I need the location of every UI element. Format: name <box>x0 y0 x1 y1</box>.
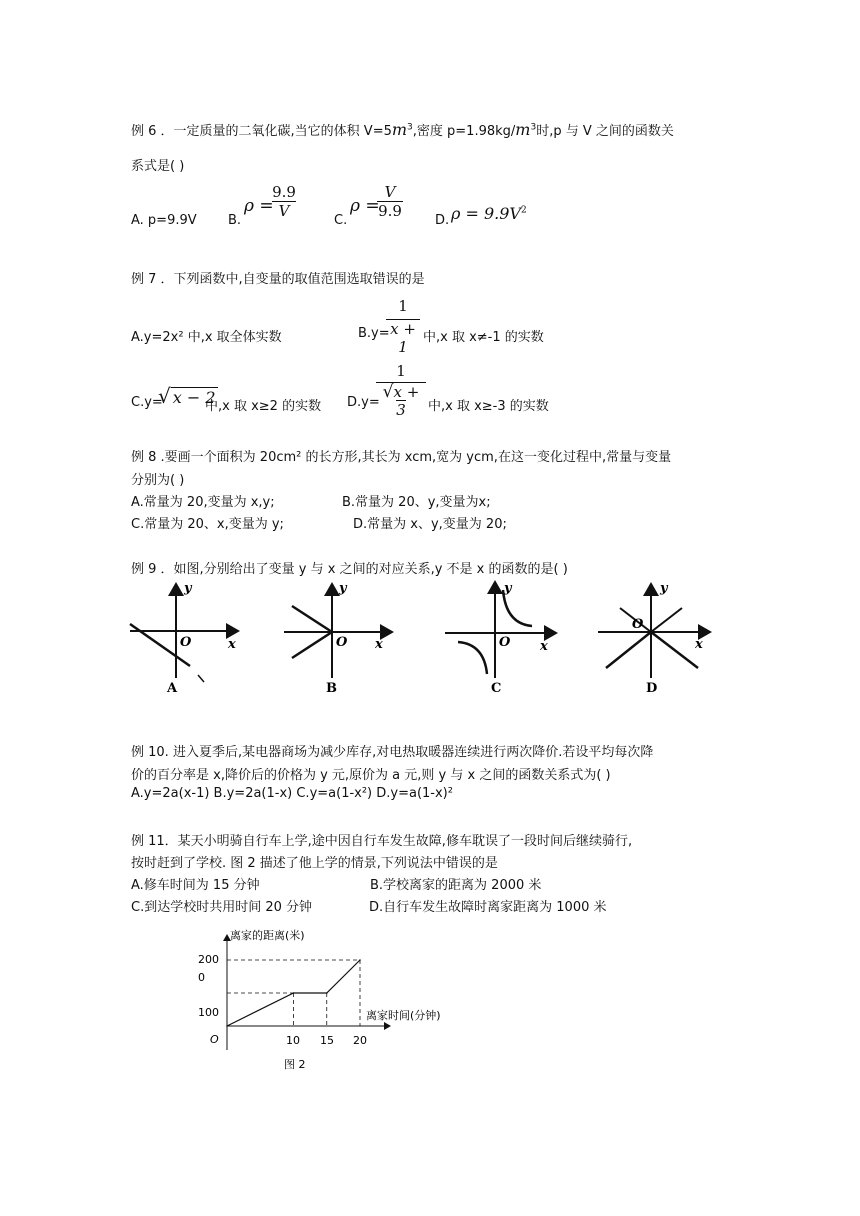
ex11-option-a: A.修车时间为 15 分钟 <box>131 878 260 893</box>
ex6-line1-b: ,密度 p=1.98kg/ <box>412 124 516 139</box>
ex7-title: 例 7 ．下列函数中,自变量的取值范围选取错误的是 <box>131 272 425 287</box>
chart-ytick-0: 0 <box>198 971 205 984</box>
ex6-c-numerator: V <box>384 183 396 201</box>
ex10-line1: 例 10. 进入夏季后,某电器商场为减少库存,对电热取暖器连续进行两次降价.若设平均每次降 <box>131 745 654 760</box>
ex9-d-o: O <box>632 617 644 632</box>
ex7-option-c-post: 中,x 取 x≥2 的实数 <box>205 399 322 414</box>
chart-caption: 图 2 <box>284 1058 306 1071</box>
ex6-c-denominator: 9.9 <box>378 202 402 220</box>
ex6-b-numerator: 9.9 <box>272 183 296 201</box>
ex9-c-label: C <box>491 681 502 696</box>
ex7-option-b-fraction <box>386 297 420 356</box>
ex11-option-c: C.到达学校时共用时间 20 分钟 <box>131 900 313 915</box>
ex8-line1: 例 8 .要画一个面积为 20cm² 的长方形,其长为 xcm,宽为 ycm,在这一变化过程中,常量与变量 <box>131 450 672 465</box>
ex7-d-numerator: 1 <box>396 362 406 380</box>
ex6-option-c-rho: ρ = <box>350 196 380 216</box>
ex11-option-d: D.自行车发生故障时离家距离为 1000 米 <box>369 900 607 915</box>
ex6-b-denominator: V <box>278 202 290 220</box>
ex7-option-d-fraction <box>376 362 426 419</box>
ex9-graph-b <box>284 581 392 696</box>
ex6-line1-a: 例 6 ．一定质量的二氧化碳,当它的体积 V=5 <box>131 124 392 139</box>
ex9-graph-c <box>445 581 556 696</box>
ex8-line2: 分别为( ) <box>131 473 185 488</box>
chart-ytick-200: 200 <box>198 953 219 966</box>
ex11-option-b: B.学校离家的距离为 2000 米 <box>370 878 542 893</box>
ex9-b-label: B <box>326 681 337 696</box>
ex9-b-y: y <box>339 581 347 596</box>
sqrt-icon: √ <box>158 384 171 408</box>
ex9-a-label: A <box>167 681 178 696</box>
chart-ytick-100: 100 <box>198 1006 219 1019</box>
chart-xtick-15: 15 <box>320 1034 334 1047</box>
ex9-d-x: x <box>695 637 703 652</box>
ex8-option-a: A.常量为 20,变量为 x,y; <box>131 495 275 510</box>
chart-xtick-20: 20 <box>353 1034 367 1047</box>
ex9-a-o: O <box>180 635 192 650</box>
ex6-option-b-rho: ρ = <box>244 196 274 216</box>
ex9-b-x: x <box>375 637 383 652</box>
ex9-graphs <box>120 578 720 700</box>
ex8-option-c: C.常量为 20、x,变量为 y; <box>131 517 284 532</box>
sqrt-icon: √ <box>382 382 394 402</box>
ex9-a-y: y <box>184 581 192 596</box>
ex7-d-denominator <box>376 383 426 419</box>
ex6-option-c-label: C. <box>334 213 348 228</box>
ex9-b-o: O <box>336 635 348 650</box>
chart-xlabel: 离家时间(分钟) <box>366 1009 441 1022</box>
ex7-option-d-pre: D.y= <box>347 395 380 410</box>
ex7-b-denominator: x + 1 <box>390 320 416 356</box>
ex6-sup: 3 <box>407 122 413 133</box>
ex11-line2: 按时赶到了学校. 图 2 描述了他上学的情景,下列说法中错误的是 <box>131 856 498 871</box>
ex6-unit-m: m <box>391 120 408 139</box>
ex9-d-label: D <box>646 681 658 696</box>
ex7-option-d-post: 中,x 取 x≥-3 的实数 <box>428 399 549 414</box>
ex9-title: 例 9 ．如图,分别给出了变量 y 与 x 之间的对应关系,y 不是 x 的函数的是( ) <box>131 562 568 577</box>
ex6-option-d-expr <box>451 204 527 223</box>
ex7-d-radicand: x + 3 <box>393 383 420 419</box>
ex6-d-sup: 2 <box>520 205 527 216</box>
ex9-c-curve-lower <box>458 642 487 674</box>
ex9-graph-a <box>130 581 238 696</box>
ex7-b-numerator: 1 <box>398 297 408 315</box>
ex10-options: A.y=2a(x-1) B.y=2a(1-x) C.y=a(1-x²) D.y=a(1-x)² <box>131 786 453 801</box>
ex6-unit-m2: m <box>515 120 531 139</box>
chart-xtick-10: 10 <box>286 1034 300 1047</box>
ex6-line1 <box>131 120 674 139</box>
ex9-c-x: x <box>540 639 548 654</box>
ex6-option-b-label: B. <box>228 213 242 228</box>
ex8-option-d: D.常量为 x、y,变量为 20; <box>353 517 507 532</box>
ex7-option-c-pre: C.y= <box>131 395 163 410</box>
ex6-option-a: A. p=9.9V <box>131 213 197 228</box>
ex6-line1-c: 时,p 与 V 之间的函数关 <box>536 124 674 139</box>
ex7-option-a: A.y=2x² 中,x 取全体实数 <box>131 330 282 345</box>
ex6-d-expr: ρ = 9.9V <box>451 204 521 223</box>
ex6-option-c-fraction <box>377 183 403 220</box>
chart-origin: O <box>210 1033 219 1046</box>
ex6-option-b-fraction <box>272 183 296 220</box>
ex9-graph-d <box>598 581 710 696</box>
ex10-line2: 价的百分率是 x,降价后的价格为 y 元,原价为 a 元,则 y 与 x 之间的函数关系式为( ) <box>131 768 611 783</box>
ex7-option-b-post: 中,x 取 x≠-1 的实数 <box>423 330 544 345</box>
ex6-option-d-label: D. <box>435 213 450 228</box>
figure2-chart <box>190 925 480 1075</box>
ex6-line2: 系式是( ) <box>131 159 185 174</box>
ex9-a-x: x <box>228 637 236 652</box>
ex7-c-radicand: x − 2 <box>172 388 216 407</box>
ex6-sup2: 3 <box>530 122 537 133</box>
ex8-option-b: B.常量为 20、y,变量为x; <box>342 495 491 510</box>
ex9-c-o: O <box>499 635 511 650</box>
ex9-c-y: y <box>504 581 512 596</box>
ex7-option-b-pre: B.y= <box>358 326 390 341</box>
ex9-d-y: y <box>660 581 668 596</box>
chart-ylabel: 离家的距离(米) <box>230 929 305 942</box>
ex11-line1: 例 11．某天小明骑自行车上学,途中因自行车发生故障,修车耽误了一段时间后继续骑行, <box>131 834 633 849</box>
